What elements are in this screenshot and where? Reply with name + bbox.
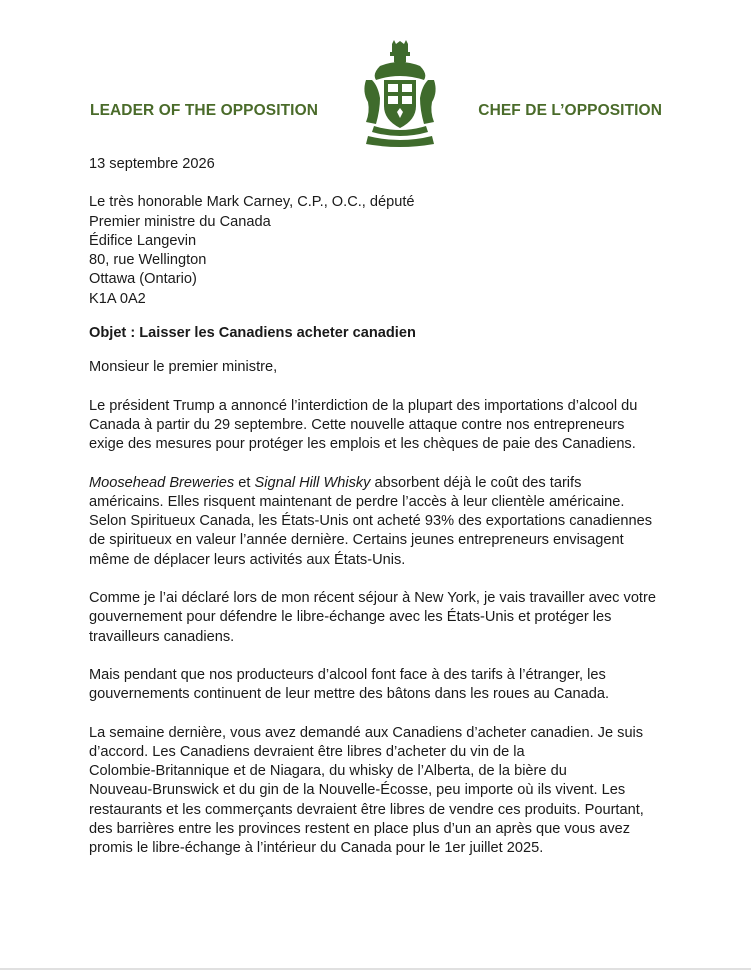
connector-text: et [234,474,255,491]
paragraph-line: Mais pendant que nos producteurs d’alcool font face à des tarifs à l’étranger, les [89,666,606,683]
salutation: Monsieur le premier ministre, [89,359,278,376]
paragraph-line: gouvernement pour défendre le libre-échange avec les États-Unis et protéger les [89,609,612,626]
paragraph-line: travailleurs canadiens. [89,628,235,645]
paragraph-1 [89,397,669,455]
title-english: LEADER OF THE OPPOSITION [90,102,319,119]
paragraph-line: La semaine dernière, vous avez demandé aux Canadiens d’acheter canadien. Je suis [89,724,644,741]
address-line: Premier ministre du Canada [89,213,271,230]
letterhead [90,40,662,152]
paragraph-4 [89,666,669,705]
title-french: CHEF DE L’OPPOSITION [478,102,662,119]
page-edge [0,968,751,970]
paragraph-line: même de déplacer leurs activités aux États-Unis. [89,551,406,568]
address-line: Le très honorable Mark Carney, C.P., O.C., député [89,194,415,211]
paragraph-line: promis le libre-échange à l’intérieur du Canada pour le 1er juillet 2025. [89,840,544,857]
paragraph-3 [89,589,669,647]
paragraph-line [89,474,669,493]
line-rest: absorbent déjà le coût des tarifs [370,474,582,491]
paragraph-line: Le président Trump a annoncé l’interdiction de la plupart des importations d’alcool du [89,397,638,414]
paragraph-line: Nouveau-Brunswick et du gin de la Nouvelle-Écosse, peu importe où ils vivent. Les [89,782,626,799]
paragraph-5 [89,724,669,859]
address-line: Ottawa (Ontario) [89,271,197,288]
letter-date: 13 septembre 2026 [89,156,215,172]
address-line: Édifice Langevin [89,232,197,249]
paragraph-line: Selon Spiritueux Canada, les États-Unis ont acheté 93% des exportations canadiennes [89,513,653,530]
coat-of-arms-icon [358,40,442,148]
brand-signal-hill: Signal Hill Whisky [254,474,371,491]
address-line: 80, rue Wellington [89,252,207,269]
address-line: K1A 0A2 [89,290,146,307]
letter-body [89,155,669,878]
paragraph-line: exige des mesures pour protéger les emplois et les chèques de paie des Canadiens. [89,436,636,453]
paragraph-line: américains. Elles risquent maintenant de perdre l’accès à leur clientèle américaine. [89,493,625,510]
paragraph-line: gouvernements continuent de leur mettre des bâtons dans les roues au Canada. [89,686,610,703]
paragraph-line: Colombie-Britannique et de Niagara, du whisky de l’Alberta, de la bière du [89,763,567,780]
paragraph-line: Comme je l’ai déclaré lors de mon récent séjour à New York, je vais travailler avec votre [89,590,656,607]
paragraph-2 [89,474,669,570]
paragraph-line: des barrières entre les provinces restent en place plus d’un an après que vous avez [89,821,631,838]
paragraph-line: Canada à partir du 29 septembre. Cette nouvelle attaque contre nos entrepreneurs [89,416,625,433]
brand-moosehead: Moosehead Breweries [89,474,235,491]
paragraph-line: restaurants et les commerçants devraient être libres de vendre ces produits. Pourtant, [89,801,644,818]
letter-subject: Objet : Laisser les Canadiens acheter canadien [89,325,416,342]
recipient-address [89,193,669,309]
paragraph-line: de spiritueux en valeur l’année dernière. Certains jeunes entrepreneurs envisagent [89,532,624,549]
paragraph-line: d’accord. Les Canadiens devraient être libres d’acheter du vin de la [89,743,525,760]
